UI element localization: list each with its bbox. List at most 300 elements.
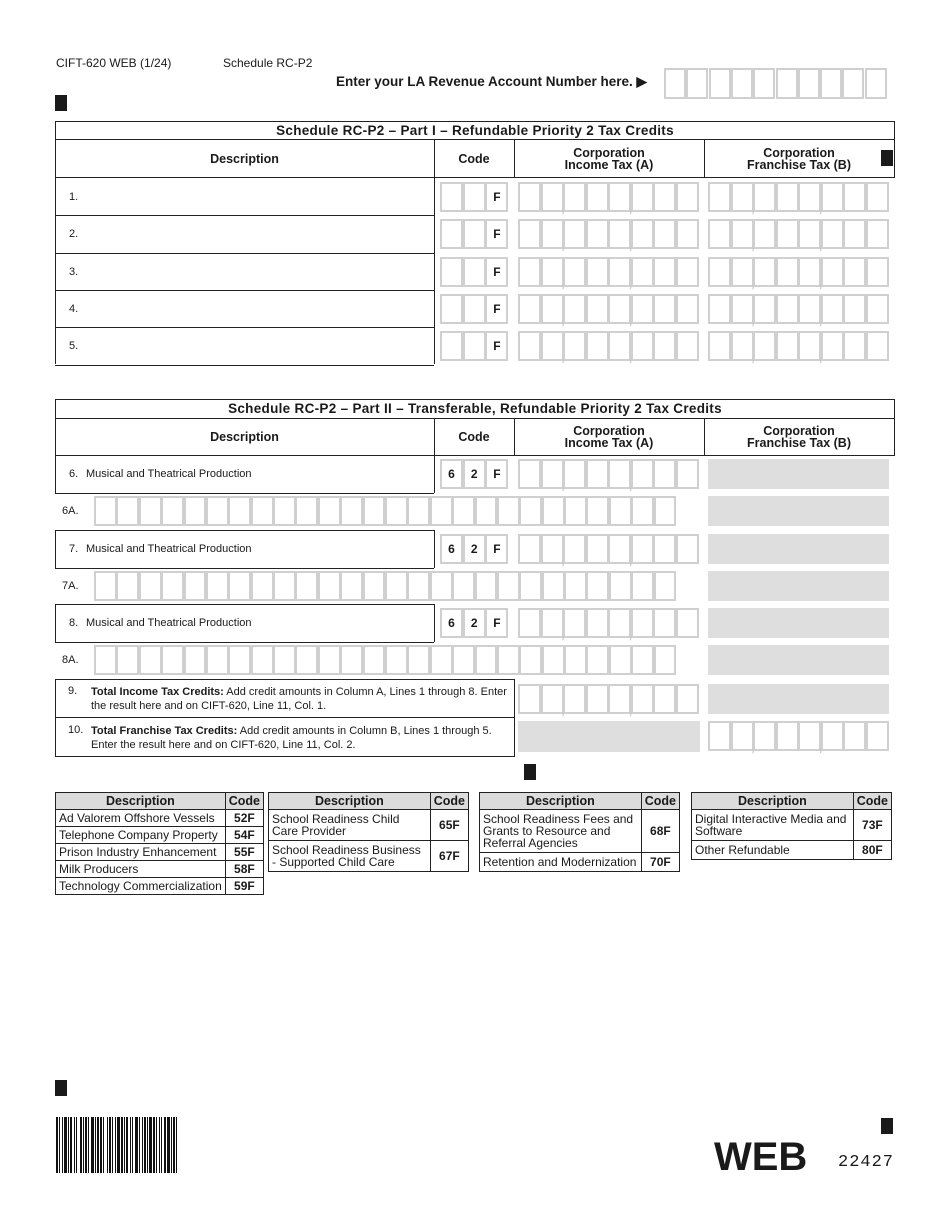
barcode-bar [177, 1117, 179, 1173]
certificate-number-box[interactable] [251, 645, 274, 675]
line-10-instructions: Add credit amounts in Column B, Lines 1 through 5. Enter the result here and on CIFT-620, Line 11, Col. 2. [91, 725, 492, 751]
certificate-number-box[interactable] [631, 571, 654, 601]
certificate-number-box[interactable] [497, 496, 520, 526]
code-digit-box[interactable] [463, 257, 486, 287]
legend-description: Digital Interactive Media and Software [692, 810, 854, 841]
certificate-number-box[interactable] [519, 571, 542, 601]
legend-header-code: Code [641, 793, 679, 810]
code-digit-box[interactable] [463, 331, 486, 361]
line-9-text [91, 685, 511, 713]
part1-franchise-tax-digit-box[interactable] [753, 182, 776, 212]
part1-income-tax-digit-box[interactable] [518, 257, 541, 287]
shaded-unused-field [518, 721, 700, 752]
total-income-tax-digit-box[interactable] [563, 684, 586, 714]
certificate-number-box[interactable] [586, 645, 609, 675]
total-franchise-tax-digit-box[interactable] [708, 721, 731, 751]
row-number: 7. [69, 543, 79, 555]
account-digit-box[interactable] [865, 68, 887, 99]
row-description: Musical and Theatrical Production [86, 468, 252, 480]
certificate-number-box[interactable] [609, 496, 632, 526]
part2-col-a: Corporation Income Tax (A) [564, 424, 654, 450]
part1-income-tax-digit-box[interactable] [563, 257, 586, 287]
part2-income-tax-digit-box[interactable] [676, 534, 699, 564]
part2-income-tax-digit-box[interactable] [586, 534, 609, 564]
certificate-number-box[interactable] [497, 571, 520, 601]
registration-mark [881, 1118, 893, 1134]
code-digit-box[interactable] [440, 257, 463, 287]
row-number: 1. [69, 191, 79, 203]
part1-income-tax-digit-box[interactable] [586, 257, 609, 287]
part2-income-tax-digit-box[interactable] [676, 459, 699, 489]
part1-franchise-tax-digit-box[interactable] [843, 219, 866, 249]
shaded-unused-field [708, 645, 889, 675]
total-income-tax-digit-box[interactable] [653, 684, 676, 714]
certificate-number-box[interactable] [139, 645, 162, 675]
row-number: 8. [69, 617, 79, 629]
legend-description: Prison Industry Enhancement [56, 844, 226, 861]
certificate-number-box[interactable] [542, 571, 565, 601]
certificate-number-box[interactable] [251, 571, 274, 601]
part2-income-tax-digit-box[interactable] [631, 608, 654, 638]
part1-franchise-tax-digit-box[interactable] [821, 219, 844, 249]
total-income-tax-digit-box[interactable] [586, 684, 609, 714]
row-number: 4. [69, 302, 79, 315]
part1-franchise-tax-digit-box[interactable] [821, 182, 844, 212]
part2-income-tax-digit-box[interactable] [518, 459, 541, 489]
code-digit-box[interactable] [463, 219, 486, 249]
account-prompt: Enter your LA Revenue Account Number here. ▶ [336, 74, 647, 89]
comma-separator: , [818, 199, 823, 215]
part2-title: Schedule RC-P2 – Part II – Transferable, Refundable Priority 2 Tax Credits [228, 401, 722, 416]
part2-col-code: Code [458, 430, 490, 444]
part1-description-field [56, 328, 433, 363]
part1-income-tax-digit-box[interactable] [586, 331, 609, 361]
comma-separator: , [628, 273, 633, 290]
certificate-number-box[interactable] [295, 496, 318, 526]
part1-income-tax-digit-box[interactable] [631, 257, 654, 287]
certificate-number-box[interactable] [116, 496, 139, 526]
comma-separator: , [628, 476, 633, 492]
part1-description-field [56, 291, 433, 326]
part1-income-tax-digit-box[interactable] [653, 331, 676, 361]
code-digit-box[interactable] [440, 294, 463, 324]
part1-franchise-tax-digit-box[interactable] [776, 294, 799, 324]
code-suffix: F [485, 331, 508, 361]
comma-separator: , [628, 551, 633, 567]
certificate-number-box[interactable] [564, 645, 587, 675]
certificate-number-box[interactable] [340, 496, 363, 526]
comma-separator: , [751, 273, 755, 290]
line-9-bold: Total Income Tax Credits: [91, 686, 224, 698]
total-income-tax-digit-box[interactable] [631, 684, 654, 714]
legend-header-description: Description [269, 793, 431, 810]
certificate-number-box[interactable] [251, 496, 274, 526]
part2-income-tax-digit-box[interactable] [518, 608, 541, 638]
certificate-number-box[interactable] [631, 496, 654, 526]
legend-description: Ad Valorem Offshore Vessels [56, 810, 226, 827]
comma-separator: , [561, 199, 565, 215]
shaded-unused-field [708, 608, 889, 638]
part1-franchise-tax-digit-box[interactable] [843, 257, 866, 287]
comma-separator: , [561, 236, 565, 253]
row-number: 2. [69, 228, 79, 241]
total-franchise-tax-digit-box[interactable] [776, 721, 799, 751]
comma-separator: , [751, 738, 755, 754]
part2-income-tax-digit-box[interactable] [586, 608, 609, 638]
certificate-number-box[interactable] [273, 571, 296, 601]
part1-income-tax-digit-box[interactable] [586, 182, 609, 212]
comma-separator: , [561, 273, 565, 290]
account-digit-box[interactable] [709, 68, 731, 99]
part1-income-tax-digit-box[interactable] [653, 257, 676, 287]
certificate-number-box[interactable] [228, 571, 251, 601]
part1-franchise-tax-digit-box[interactable] [776, 219, 799, 249]
part2-income-tax-digit-box[interactable] [653, 608, 676, 638]
comma-separator: , [628, 236, 633, 253]
certificate-number-box[interactable] [94, 496, 117, 526]
part1-franchise-tax-digit-box[interactable] [753, 294, 776, 324]
shaded-unused-field [708, 534, 889, 564]
certificate-number-box[interactable] [184, 645, 207, 675]
row-description: Musical and Theatrical Production [86, 617, 252, 629]
legend-header-code: Code [430, 793, 468, 810]
account-digit-box[interactable] [753, 68, 775, 99]
legend-code: 73F [853, 810, 891, 841]
part1-franchise-tax-digit-box[interactable] [776, 331, 799, 361]
certificate-number-box[interactable] [475, 645, 498, 675]
certificate-number-box[interactable] [184, 571, 207, 601]
part1-income-tax-digit-box[interactable] [518, 294, 541, 324]
legend-description: Retention and Modernization [480, 853, 642, 872]
certificate-number-box[interactable] [586, 496, 609, 526]
part1-franchise-tax-digit-box[interactable] [821, 294, 844, 324]
certificate-number-box[interactable] [94, 571, 117, 601]
part1-franchise-tax-digit-box[interactable] [843, 182, 866, 212]
legend-description: School Readiness Business - Supported Child Care [269, 841, 431, 872]
comma-separator: , [628, 310, 633, 327]
account-digit-box[interactable] [798, 68, 820, 99]
certificate-number-box[interactable] [295, 571, 318, 601]
certificate-number-box[interactable] [430, 645, 453, 675]
certificate-number-box[interactable] [206, 571, 229, 601]
part2-col-description: Description [210, 430, 279, 444]
shaded-unused-field [708, 459, 889, 489]
total-franchise-tax-digit-box[interactable] [843, 721, 866, 751]
part2-income-tax-digit-box[interactable] [631, 459, 654, 489]
comma-separator: , [561, 701, 565, 717]
part1-title: Schedule RC-P2 – Part I – Refundable Priority 2 Tax Credits [276, 123, 674, 138]
part1-income-tax-digit-box[interactable] [676, 219, 699, 249]
certificate-number-box[interactable] [452, 496, 475, 526]
comma-separator: , [818, 348, 823, 365]
certificate-number-box[interactable] [497, 645, 520, 675]
certificate-number-box[interactable] [519, 496, 542, 526]
certificate-number-box[interactable] [273, 496, 296, 526]
part1-franchise-tax-digit-box[interactable] [821, 331, 844, 361]
certificate-number-box[interactable] [430, 496, 453, 526]
part2-income-tax-digit-box[interactable] [563, 459, 586, 489]
code-digit-box[interactable] [463, 182, 486, 212]
row-number: 6. [69, 468, 79, 480]
part2-income-tax-digit-box[interactable] [586, 459, 609, 489]
comma-separator: , [818, 310, 823, 327]
legend-description: Technology Commercialization [56, 878, 226, 895]
legend-code: 65F [430, 810, 468, 841]
sub-row-label: 6A. [62, 505, 79, 517]
part1-franchise-tax-digit-box[interactable] [866, 182, 889, 212]
part1-income-tax-digit-box[interactable] [631, 182, 654, 212]
part1-franchise-tax-digit-box[interactable] [708, 331, 731, 361]
part1-franchise-tax-digit-box[interactable] [753, 331, 776, 361]
certificate-number-box[interactable] [654, 645, 677, 675]
code-digit-box[interactable] [440, 219, 463, 249]
code-suffix: F [485, 219, 508, 249]
code-box: F [485, 459, 508, 489]
legend-header-description: Description [56, 793, 226, 810]
certificate-number-box[interactable] [139, 496, 162, 526]
legend-description: Other Refundable [692, 841, 854, 860]
certificate-number-box[interactable] [340, 571, 363, 601]
part1-franchise-tax-digit-box[interactable] [866, 294, 889, 324]
certificate-number-box[interactable] [318, 645, 341, 675]
shaded-unused-field [708, 571, 889, 601]
part2-income-tax-digit-box[interactable] [563, 534, 586, 564]
comma-separator: , [628, 701, 633, 717]
total-franchise-tax-digit-box[interactable] [821, 721, 844, 751]
part1-income-tax-digit-box[interactable] [563, 331, 586, 361]
row-number: 5. [69, 340, 79, 353]
certificate-number-box[interactable] [228, 645, 251, 675]
certificate-number-box[interactable] [184, 496, 207, 526]
certificate-number-box[interactable] [161, 645, 184, 675]
certificate-number-box[interactable] [609, 571, 632, 601]
certificate-number-box[interactable] [206, 496, 229, 526]
total-franchise-tax-digit-box[interactable] [866, 721, 889, 751]
part1-description-field [56, 179, 433, 214]
part1-franchise-tax-digit-box[interactable] [843, 331, 866, 361]
certificate-number-box[interactable] [295, 645, 318, 675]
certificate-number-box[interactable] [228, 496, 251, 526]
part2-income-tax-digit-box[interactable] [518, 534, 541, 564]
form-number: 22427 [838, 1153, 895, 1172]
part1-income-tax-digit-box[interactable] [631, 331, 654, 361]
part1-franchise-tax-digit-box[interactable] [753, 257, 776, 287]
total-franchise-tax-digit-box[interactable] [753, 721, 776, 751]
certificate-number-box[interactable] [654, 571, 677, 601]
comma-separator: , [628, 348, 633, 365]
part1-franchise-tax-digit-box[interactable] [708, 294, 731, 324]
registration-mark [55, 95, 67, 111]
comma-separator: , [561, 310, 565, 327]
comma-separator: , [628, 199, 633, 215]
certificate-number-box[interactable] [340, 645, 363, 675]
part1-franchise-tax-digit-box[interactable] [708, 182, 731, 212]
account-digit-box[interactable] [842, 68, 864, 99]
part1-franchise-tax-digit-box[interactable] [843, 294, 866, 324]
line-10-num: 10. [68, 724, 84, 736]
certificate-number-box[interactable] [631, 645, 654, 675]
part1-income-tax-digit-box[interactable] [631, 294, 654, 324]
certificate-number-box[interactable] [475, 496, 498, 526]
legend-table-4 [691, 792, 892, 860]
legend-table-2 [268, 792, 469, 872]
part2-income-tax-digit-box[interactable] [676, 608, 699, 638]
form-id: CIFT-620 WEB (1/24) [56, 56, 172, 70]
total-income-tax-digit-box[interactable] [676, 684, 699, 714]
part1-col-code: Code [458, 151, 490, 166]
certificate-number-box[interactable] [318, 571, 341, 601]
web-label: WEB [714, 1135, 808, 1179]
code-box: 2 [463, 459, 486, 489]
part1-franchise-tax-digit-box[interactable] [776, 182, 799, 212]
legend-description: Telephone Company Property [56, 827, 226, 844]
certificate-number-box[interactable] [363, 496, 386, 526]
code-suffix: F [485, 294, 508, 324]
part2-income-tax-digit-box[interactable] [631, 534, 654, 564]
part1-income-tax-digit-box[interactable] [631, 219, 654, 249]
barcode [56, 1117, 179, 1173]
certificate-number-box[interactable] [116, 571, 139, 601]
comma-separator: , [628, 625, 633, 641]
comma-separator: , [818, 236, 823, 253]
certificate-number-box[interactable] [161, 496, 184, 526]
part1-income-tax-digit-box[interactable] [563, 219, 586, 249]
part1-income-tax-digit-box[interactable] [518, 331, 541, 361]
certificate-number-box[interactable] [452, 571, 475, 601]
comma-separator: , [751, 310, 755, 327]
certificate-number-box[interactable] [564, 496, 587, 526]
schedule-label: Schedule RC-P2 [223, 56, 313, 70]
legend-code: 58F [225, 861, 263, 878]
part1-income-tax-digit-box[interactable] [518, 182, 541, 212]
line-10-text [91, 724, 513, 752]
sub-row-label: 8A. [62, 654, 79, 666]
certificate-number-box[interactable] [475, 571, 498, 601]
total-income-tax-digit-box[interactable] [518, 684, 541, 714]
part1-franchise-tax-digit-box[interactable] [866, 219, 889, 249]
legend-description: School Readiness Child Care Provider [269, 810, 431, 841]
account-digit-box[interactable] [731, 68, 753, 99]
part1-income-tax-digit-box[interactable] [518, 219, 541, 249]
comma-separator: , [751, 236, 755, 253]
part1-income-tax-digit-box[interactable] [563, 182, 586, 212]
line-10-bold: Total Franchise Tax Credits: [91, 725, 238, 737]
legend-description: Milk Producers [56, 861, 226, 878]
code-box: 2 [463, 534, 486, 564]
part1-description-field [56, 254, 433, 289]
certificate-number-box[interactable] [94, 645, 117, 675]
certificate-number-box[interactable] [407, 571, 430, 601]
legend-code: 80F [853, 841, 891, 860]
code-digit-box[interactable] [440, 182, 463, 212]
comma-separator: , [818, 273, 823, 290]
part1-income-tax-digit-box[interactable] [586, 294, 609, 324]
registration-mark [55, 1080, 67, 1096]
part1-franchise-tax-digit-box[interactable] [708, 219, 731, 249]
code-box: 6 [440, 534, 463, 564]
certificate-number-box[interactable] [385, 645, 408, 675]
code-box: F [485, 534, 508, 564]
certificate-number-box[interactable] [654, 496, 677, 526]
legend-code: 68F [641, 810, 679, 853]
part2-income-tax-digit-box[interactable] [653, 459, 676, 489]
certificate-number-box[interactable] [161, 571, 184, 601]
part1-franchise-tax-digit-box[interactable] [708, 257, 731, 287]
part1-income-tax-digit-box[interactable] [653, 182, 676, 212]
part2-income-tax-digit-box[interactable] [653, 534, 676, 564]
code-digit-box[interactable] [440, 331, 463, 361]
legend-code: 54F [225, 827, 263, 844]
part1-franchise-tax-digit-box[interactable] [821, 257, 844, 287]
account-digit-box[interactable] [776, 68, 798, 99]
part1-franchise-tax-digit-box[interactable] [776, 257, 799, 287]
certificate-number-box[interactable] [452, 645, 475, 675]
certificate-number-box[interactable] [542, 496, 565, 526]
certificate-number-box[interactable] [363, 571, 386, 601]
certificate-number-box[interactable] [519, 645, 542, 675]
part1-income-tax-digit-box[interactable] [676, 294, 699, 324]
shaded-unused-field [708, 496, 889, 526]
account-digit-box[interactable] [686, 68, 708, 99]
comma-separator: , [561, 476, 565, 492]
certificate-number-box[interactable] [206, 645, 229, 675]
certificate-number-box[interactable] [318, 496, 341, 526]
certificate-number-box[interactable] [363, 645, 386, 675]
part1-income-tax-digit-box[interactable] [676, 331, 699, 361]
part1-income-tax-digit-box[interactable] [563, 294, 586, 324]
part1-income-tax-digit-box[interactable] [653, 219, 676, 249]
legend-code: 67F [430, 841, 468, 872]
part1-franchise-tax-digit-box[interactable] [753, 219, 776, 249]
certificate-number-box[interactable] [385, 571, 408, 601]
part1-income-tax-digit-box[interactable] [586, 219, 609, 249]
part1-franchise-tax-digit-box[interactable] [866, 331, 889, 361]
certificate-number-box[interactable] [586, 571, 609, 601]
legend-code: 52F [225, 810, 263, 827]
part1-franchise-tax-digit-box[interactable] [866, 257, 889, 287]
comma-separator: , [818, 738, 823, 754]
part1-income-tax-digit-box[interactable] [676, 182, 699, 212]
legend-header-description: Description [692, 793, 854, 810]
certificate-number-box[interactable] [430, 571, 453, 601]
line-9-instructions: Add credit amounts in Column A, Lines 1 through 8. Enter the result here and on CIFT-620, Line 11, Col. 1. [91, 686, 507, 712]
row-description: Musical and Theatrical Production [86, 543, 252, 555]
account-digit-box[interactable] [664, 68, 686, 99]
certificate-number-box[interactable] [564, 571, 587, 601]
certificate-number-box[interactable] [273, 645, 296, 675]
certificate-number-box[interactable] [385, 496, 408, 526]
part1-description-field [56, 216, 433, 251]
registration-mark [524, 764, 536, 780]
shaded-unused-field [708, 684, 889, 714]
account-digit-box[interactable] [820, 68, 842, 99]
part1-col-a: Corporation Income Tax (A) [564, 145, 654, 172]
certificate-number-box[interactable] [407, 645, 430, 675]
part2-income-tax-digit-box[interactable] [563, 608, 586, 638]
certificate-number-box[interactable] [116, 645, 139, 675]
comma-separator: , [561, 551, 565, 567]
code-digit-box[interactable] [463, 294, 486, 324]
sub-row-label: 7A. [62, 580, 79, 592]
certificate-number-box[interactable] [407, 496, 430, 526]
certificate-number-box[interactable] [609, 645, 632, 675]
part1-income-tax-digit-box[interactable] [676, 257, 699, 287]
certificate-number-box[interactable] [139, 571, 162, 601]
legend-code: 55F [225, 844, 263, 861]
certificate-number-box[interactable] [542, 645, 565, 675]
comma-separator: , [561, 348, 565, 365]
part1-income-tax-digit-box[interactable] [653, 294, 676, 324]
